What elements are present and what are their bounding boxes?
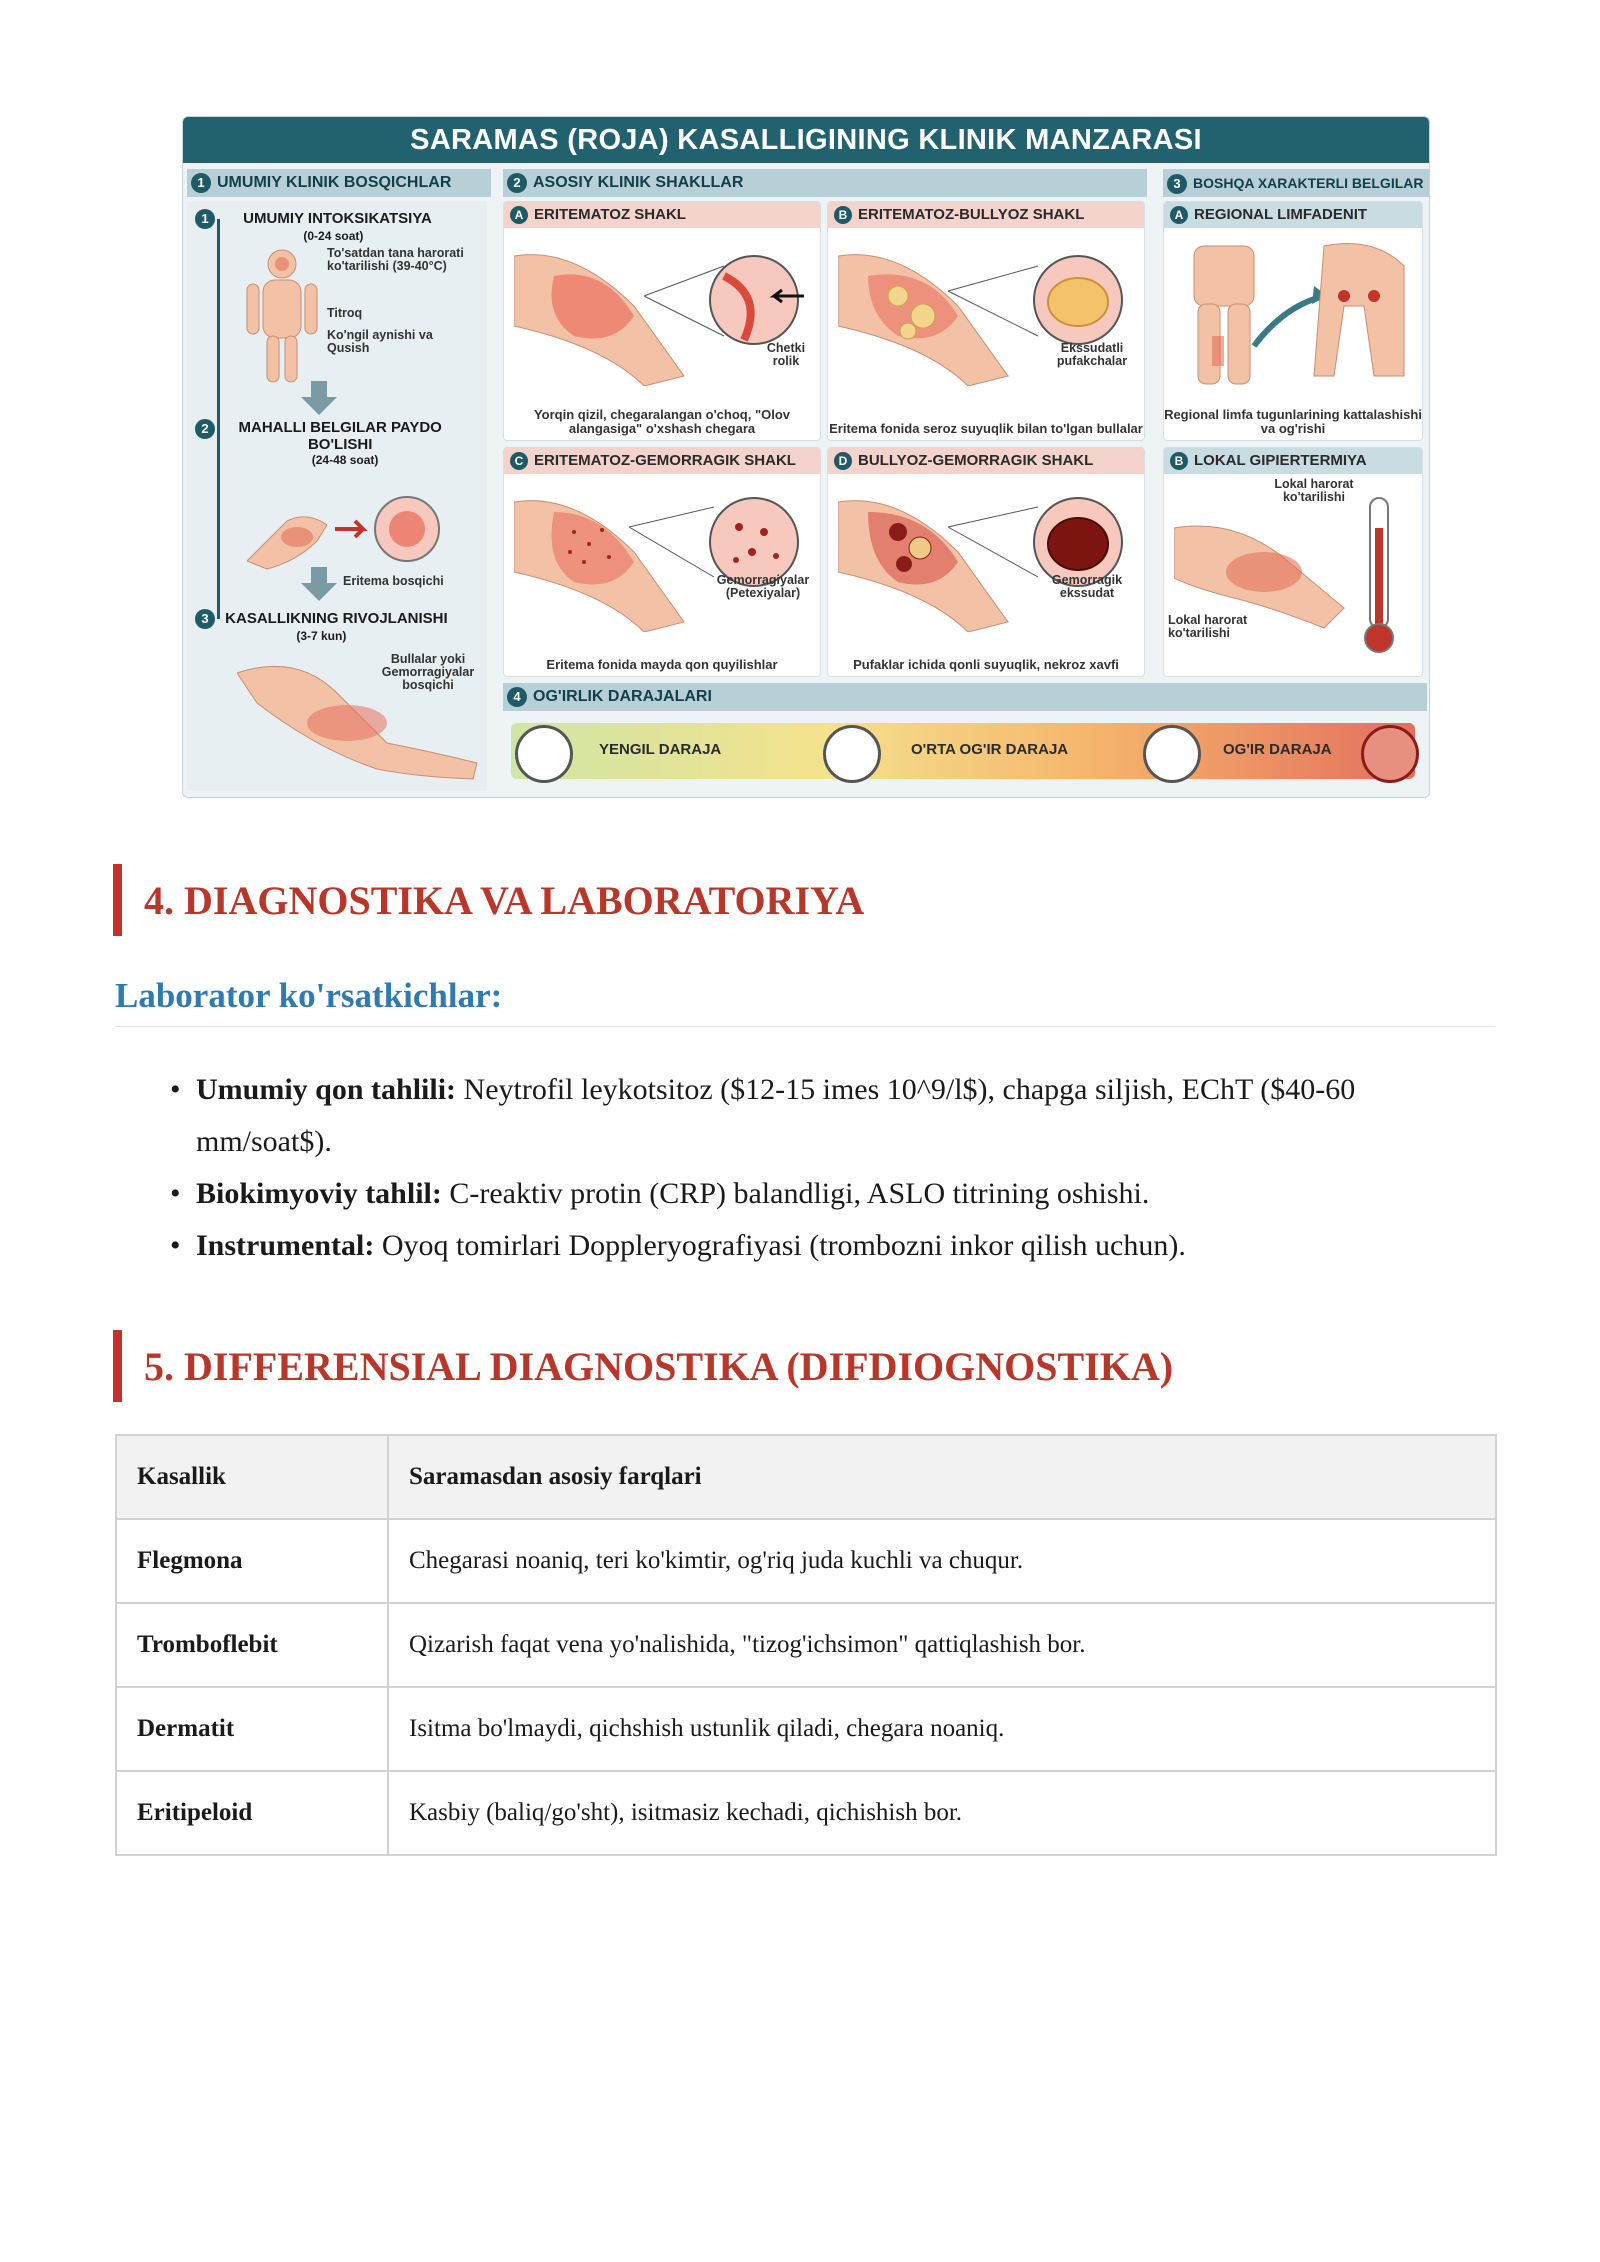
item-label: Biokimyoviy tahlil: bbox=[196, 1177, 442, 1210]
heading-text: 5. DIFFERENSIAL DIAGNOSTIKA (DIFDIOGNOSTIKA) bbox=[144, 1343, 1174, 1389]
panel-erythematous bbox=[503, 201, 821, 441]
panel-header bbox=[828, 202, 1144, 228]
panel-title: ERITEMATOZ-GEMORRAGIK SHAKL bbox=[534, 452, 796, 469]
panel-caption: Regional limfa tugunlarining kattalashishi va og'rishi bbox=[1164, 407, 1422, 436]
item-text: C-reaktiv protin (CRP) balandligi, ASLO titrining oshishi. bbox=[441, 1177, 1150, 1210]
callout-label: Lokal harorat ko'tarilishi bbox=[1274, 477, 1354, 504]
arrow-down-icon bbox=[299, 381, 339, 417]
table-row bbox=[116, 1771, 1496, 1855]
bullae-stage-note: Bullalar yoki Gemorragiyalar bosqichi bbox=[381, 652, 475, 692]
panel-header bbox=[828, 448, 1144, 474]
panel-bullous-hemorrhagic bbox=[827, 447, 1145, 677]
difference-cell: Isitma bo'lmaydi, qichshish ustunlik qiladi, chegara noaniq. bbox=[388, 1687, 1496, 1771]
stage-title: MAHALLI BELGILAR PAYDO BO'LISHI bbox=[238, 419, 442, 453]
section2-header bbox=[503, 169, 1147, 197]
severity-section bbox=[503, 683, 1423, 789]
section3-label: BOSHQA XARAKTERLI BELGILAR bbox=[1193, 175, 1424, 191]
column-header: Saramasdan asosiy farqlari bbox=[388, 1435, 1496, 1519]
stage-time: (0-24 soat) bbox=[303, 229, 364, 243]
column-header: Kasallik bbox=[116, 1435, 388, 1519]
stage-3 bbox=[195, 609, 448, 643]
panel-title: LOKAL GIPIERTERMIYA bbox=[1194, 452, 1367, 469]
severe-wound-icon bbox=[1361, 725, 1419, 783]
callout-label: Ekssudatli pufakchalar bbox=[1056, 341, 1128, 368]
symptom-chills: Titroq bbox=[327, 306, 363, 320]
severity-severe: OG'IR DARAJA bbox=[1223, 741, 1332, 758]
heading-text: 4. DIAGNOSTIKA VA LABORATORIYA bbox=[144, 877, 865, 923]
petechiae-leg-illustration bbox=[514, 482, 810, 632]
item-label: Instrumental: bbox=[196, 1229, 375, 1262]
lab-subheading: Laborator ko'rsatkichlar: bbox=[115, 976, 1495, 1027]
panel-caption: Yorqin qizil, chegaralangan o'choq, "Olov alangasiga" o'xshash chegara bbox=[533, 407, 791, 436]
disease-cell: Flegmona bbox=[116, 1519, 388, 1603]
panel-title: BULLYOZ-GEMORRAGIK SHAKL bbox=[858, 452, 1094, 469]
panel-letter: D bbox=[834, 452, 852, 470]
body-figure-icon bbox=[227, 246, 337, 386]
severe-leg-icon bbox=[1143, 725, 1201, 783]
differential-table bbox=[115, 1434, 1497, 1856]
infographic-title: SARAMAS (ROJA) KASALLIGINING KLINIK MANZARASI bbox=[183, 117, 1429, 163]
callout-label: Gemorragiyalar (Petexiyalar) bbox=[716, 573, 810, 600]
erythema-stage-note: Eritema bosqichi bbox=[343, 574, 444, 588]
callout-label: Chetki rolik bbox=[766, 341, 806, 368]
section-heading-diagnostics bbox=[113, 864, 864, 936]
panel-title: ERITEMATOZ-BULLYOZ SHAKL bbox=[858, 206, 1085, 223]
stage-2 bbox=[195, 419, 455, 467]
callout-label: Lokal harorat ko'tarilishi bbox=[1168, 613, 1248, 640]
panel-caption: Eritema fonida seroz suyuqlik bilan to'lgan bullalar bbox=[829, 421, 1143, 436]
hand-rash-icon bbox=[247, 491, 447, 571]
stage-number: 1 bbox=[195, 209, 215, 229]
disease-cell: Dermatit bbox=[116, 1687, 388, 1771]
stages-column bbox=[187, 201, 487, 791]
panel-title: ERITEMATOZ SHAKL bbox=[534, 206, 686, 223]
lab-list bbox=[170, 1064, 1470, 1272]
item-label: Umumiy qon tahlili: bbox=[196, 1073, 457, 1106]
panel-letter: B bbox=[1170, 452, 1188, 470]
panel-letter: A bbox=[1170, 206, 1188, 224]
section1-header bbox=[187, 169, 491, 197]
panel-header bbox=[1164, 448, 1422, 474]
panel-letter: B bbox=[834, 206, 852, 224]
item-text: Oyoq tomirlari Doppleryografiyasi (trombozni inkor qilish uchun). bbox=[374, 1229, 1186, 1262]
section-number: 4 bbox=[507, 687, 527, 707]
disease-cell: Tromboflebit bbox=[116, 1603, 388, 1687]
stage-number: 3 bbox=[195, 609, 215, 629]
list-item bbox=[170, 1220, 1470, 1272]
section-number: 1 bbox=[191, 173, 211, 193]
panel-header bbox=[1164, 202, 1422, 228]
panel-letter: A bbox=[510, 206, 528, 224]
panel-caption: Pufaklar ichida qonli suyuqlik, nekroz xavfi bbox=[853, 657, 1119, 672]
panel-hyperthermia bbox=[1163, 447, 1423, 677]
panel-bullous bbox=[827, 201, 1145, 441]
section3-header bbox=[1163, 169, 1429, 197]
list-item bbox=[170, 1168, 1470, 1220]
stage-1 bbox=[195, 209, 432, 243]
mild-leg-icon bbox=[515, 725, 573, 783]
stage-title: KASALLIKNING RIVOJLANISHI bbox=[225, 609, 448, 627]
table-row bbox=[116, 1687, 1496, 1771]
severity-moderate: O'RTA OG'IR DARAJA bbox=[911, 741, 1069, 758]
section-number: 2 bbox=[507, 173, 527, 193]
section1-label: UMUMIY KLINIK BOSQICHLAR bbox=[217, 174, 452, 191]
panel-letter: C bbox=[510, 452, 528, 470]
difference-cell: Kasbiy (baliq/go'sht), isitmasiz kechadi, qichishish bor. bbox=[388, 1771, 1496, 1855]
table-row bbox=[116, 1519, 1496, 1603]
hand-thermometer-illustration bbox=[1174, 488, 1412, 668]
section4-label: OG'IRLIK DARAJALARI bbox=[533, 688, 712, 705]
arrow-down-icon bbox=[299, 567, 339, 603]
section4-header bbox=[503, 683, 1427, 711]
symptom-nausea: Ko'ngil aynishi va Qusish bbox=[327, 328, 433, 355]
clinical-infographic bbox=[182, 116, 1430, 798]
lymph-node-illustration bbox=[1174, 236, 1412, 386]
stage-time: (3-7 kun) bbox=[296, 629, 347, 643]
table-header-row bbox=[116, 1435, 1496, 1519]
difference-cell: Chegarasi noaniq, teri ko'kimtir, og'riq juda kuchli va chuqur. bbox=[388, 1519, 1496, 1603]
panel-lymphadenitis bbox=[1163, 201, 1423, 441]
moderate-leg-icon bbox=[823, 725, 881, 783]
callout-label: Gemorragik ekssudat bbox=[1051, 573, 1123, 600]
symptom-fever: To'satdan tana harorati ko'tarilishi (39-40°C) bbox=[327, 246, 464, 273]
panel-hemorrhagic bbox=[503, 447, 821, 677]
disease-cell: Eritipeloid bbox=[116, 1771, 388, 1855]
item-text: Neytrofil leykotsitoz ($12-15 imes 10^9/l$), chapga siljish, EChT ($40-60 mm/soat$). bbox=[196, 1073, 1356, 1158]
table-row bbox=[116, 1603, 1496, 1687]
panel-header bbox=[504, 202, 820, 228]
stage-time: (24-48 soat) bbox=[311, 453, 379, 467]
panel-caption: Eritema fonida mayda qon quyilishlar bbox=[546, 657, 778, 672]
panel-header bbox=[504, 448, 820, 474]
section-number: 3 bbox=[1167, 174, 1187, 194]
hemorrhagic-bullae-illustration bbox=[838, 482, 1134, 632]
section2-label: ASOSIY KLINIK SHAKLLAR bbox=[533, 174, 744, 191]
severity-mild: YENGIL DARAJA bbox=[599, 741, 722, 758]
stage-title: UMUMIY INTOKSIKATSIYA bbox=[243, 209, 432, 227]
section-heading-differential bbox=[113, 1330, 1173, 1402]
list-item bbox=[170, 1064, 1470, 1168]
panel-title: REGIONAL LIMFADENIT bbox=[1194, 206, 1368, 223]
stage-number: 2 bbox=[195, 419, 215, 439]
difference-cell: Qizarish faqat vena yo'nalishida, "tizog'ichsimon" qattiqlashish bor. bbox=[388, 1603, 1496, 1687]
